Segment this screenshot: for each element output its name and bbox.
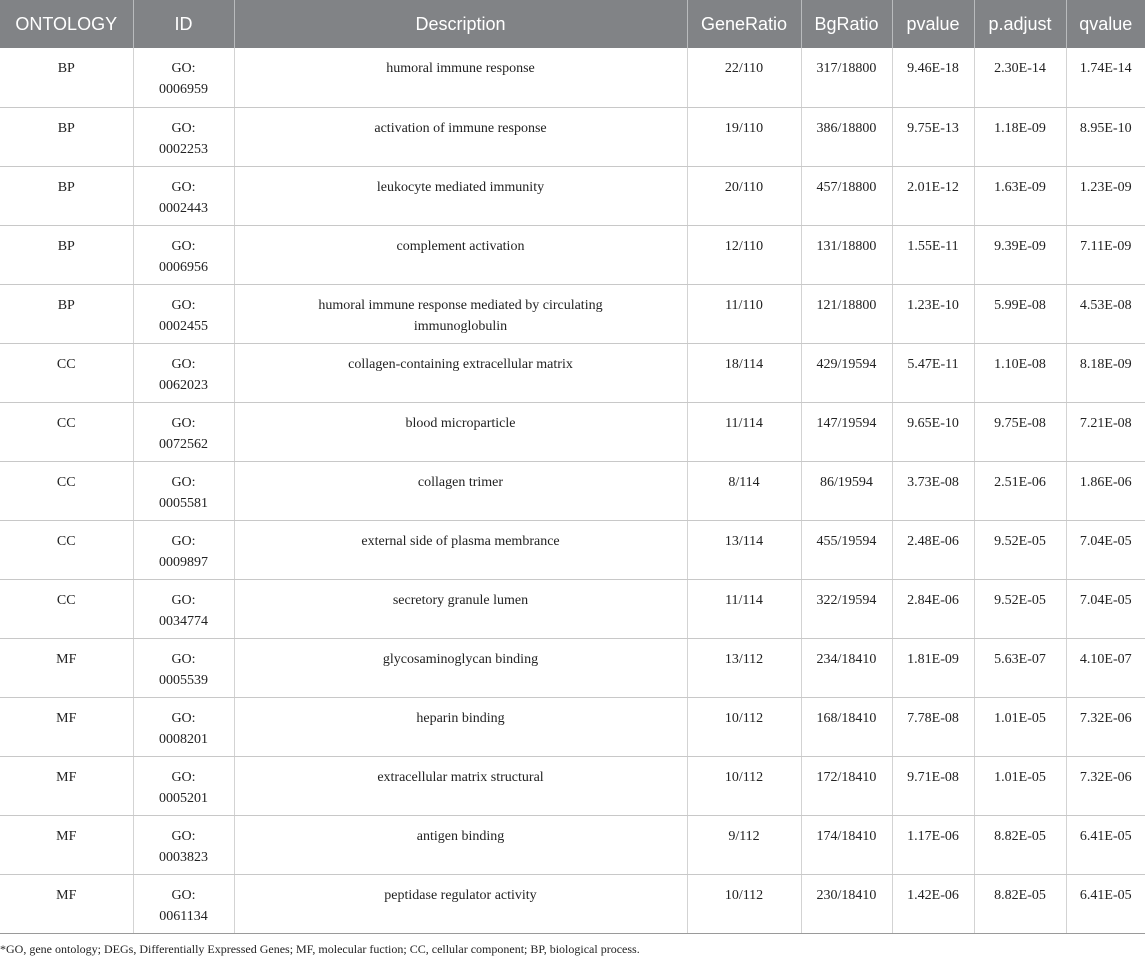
cell-ontology: BP	[0, 284, 133, 343]
cell-go-id: GO: 0003823	[133, 815, 234, 874]
cell-qvalue: 1.23E-09	[1066, 166, 1145, 225]
cell-bg-ratio: 172/18410	[801, 756, 892, 815]
cell-bg-ratio: 168/18410	[801, 697, 892, 756]
header-p-adjust: p.adjust	[974, 0, 1066, 48]
cell-gene-ratio: 12/110	[687, 225, 801, 284]
cell-p-adjust: 9.52E-05	[974, 579, 1066, 638]
cell-go-id: GO: 0006959	[133, 48, 234, 107]
cell-go-id: GO: 0005581	[133, 461, 234, 520]
cell-ontology: CC	[0, 461, 133, 520]
cell-qvalue: 6.41E-05	[1066, 815, 1145, 874]
table-row	[0, 343, 1145, 402]
cell-ontology: MF	[0, 874, 133, 933]
cell-go-id: GO: 0005539	[133, 638, 234, 697]
cell-ontology: CC	[0, 402, 133, 461]
cell-ontology: MF	[0, 756, 133, 815]
cell-bg-ratio: 230/18410	[801, 874, 892, 933]
header-qvalue: qvalue	[1066, 0, 1145, 48]
cell-gene-ratio: 20/110	[687, 166, 801, 225]
cell-p-adjust: 9.52E-05	[974, 520, 1066, 579]
cell-go-id: GO: 0062023	[133, 343, 234, 402]
cell-p-adjust: 9.39E-09	[974, 225, 1066, 284]
cell-pvalue: 3.73E-08	[892, 461, 974, 520]
cell-ontology: BP	[0, 107, 133, 166]
cell-gene-ratio: 10/112	[687, 756, 801, 815]
cell-ontology: CC	[0, 343, 133, 402]
cell-qvalue: 7.04E-05	[1066, 579, 1145, 638]
cell-pvalue: 9.65E-10	[892, 402, 974, 461]
cell-description: humoral immune response mediated by circulating immunoglobulin	[234, 284, 687, 343]
table-row	[0, 579, 1145, 638]
cell-bg-ratio: 455/19594	[801, 520, 892, 579]
cell-p-adjust: 1.18E-09	[974, 107, 1066, 166]
cell-gene-ratio: 8/114	[687, 461, 801, 520]
header-pvalue: pvalue	[892, 0, 974, 48]
cell-bg-ratio: 86/19594	[801, 461, 892, 520]
cell-go-id: GO: 0034774	[133, 579, 234, 638]
cell-pvalue: 7.78E-08	[892, 697, 974, 756]
cell-description: secretory granule lumen	[234, 579, 687, 638]
cell-description: heparin binding	[234, 697, 687, 756]
cell-description: leukocyte mediated immunity	[234, 166, 687, 225]
table-row	[0, 166, 1145, 225]
table-row	[0, 107, 1145, 166]
cell-bg-ratio: 317/18800	[801, 48, 892, 107]
cell-gene-ratio: 9/112	[687, 815, 801, 874]
cell-ontology: MF	[0, 697, 133, 756]
cell-pvalue: 9.46E-18	[892, 48, 974, 107]
table-row	[0, 520, 1145, 579]
cell-gene-ratio: 22/110	[687, 48, 801, 107]
cell-qvalue: 1.86E-06	[1066, 461, 1145, 520]
cell-gene-ratio: 13/112	[687, 638, 801, 697]
cell-ontology: MF	[0, 638, 133, 697]
cell-pvalue: 1.17E-06	[892, 815, 974, 874]
cell-gene-ratio: 11/110	[687, 284, 801, 343]
cell-pvalue: 1.81E-09	[892, 638, 974, 697]
table-body	[0, 48, 1145, 933]
cell-qvalue: 7.32E-06	[1066, 697, 1145, 756]
cell-p-adjust: 1.01E-05	[974, 756, 1066, 815]
cell-bg-ratio: 174/18410	[801, 815, 892, 874]
cell-go-id: GO: 0002253	[133, 107, 234, 166]
cell-p-adjust: 8.82E-05	[974, 874, 1066, 933]
cell-ontology: CC	[0, 579, 133, 638]
table-row	[0, 48, 1145, 107]
cell-qvalue: 8.18E-09	[1066, 343, 1145, 402]
cell-description: humoral immune response	[234, 48, 687, 107]
cell-gene-ratio: 11/114	[687, 579, 801, 638]
cell-gene-ratio: 19/110	[687, 107, 801, 166]
table-header-row	[0, 0, 1145, 48]
cell-qvalue: 7.21E-08	[1066, 402, 1145, 461]
cell-description: complement activation	[234, 225, 687, 284]
cell-qvalue: 7.32E-06	[1066, 756, 1145, 815]
table-row	[0, 225, 1145, 284]
cell-qvalue: 8.95E-10	[1066, 107, 1145, 166]
header-bg-ratio: BgRatio	[801, 0, 892, 48]
cell-go-id: GO: 0072562	[133, 402, 234, 461]
cell-go-id: GO: 0008201	[133, 697, 234, 756]
cell-gene-ratio: 10/112	[687, 874, 801, 933]
cell-go-id: GO: 0006956	[133, 225, 234, 284]
table-footnote: *GO, gene ontology; DEGs, Differentially Expressed Genes; MF, molecular fuction; CC, cellular component; BP, biological process.	[0, 942, 640, 956]
cell-go-id: GO: 0002443	[133, 166, 234, 225]
table-row	[0, 461, 1145, 520]
cell-pvalue: 5.47E-11	[892, 343, 974, 402]
cell-qvalue: 6.41E-05	[1066, 874, 1145, 933]
cell-bg-ratio: 429/19594	[801, 343, 892, 402]
cell-description: peptidase regulator activity	[234, 874, 687, 933]
cell-p-adjust: 5.63E-07	[974, 638, 1066, 697]
cell-description: antigen binding	[234, 815, 687, 874]
cell-bg-ratio: 131/18800	[801, 225, 892, 284]
cell-p-adjust: 1.63E-09	[974, 166, 1066, 225]
table-row	[0, 638, 1145, 697]
cell-p-adjust: 1.10E-08	[974, 343, 1066, 402]
cell-qvalue: 1.74E-14	[1066, 48, 1145, 107]
cell-bg-ratio: 386/18800	[801, 107, 892, 166]
cell-description: activation of immune response	[234, 107, 687, 166]
cell-go-id: GO: 0009897	[133, 520, 234, 579]
cell-p-adjust: 8.82E-05	[974, 815, 1066, 874]
table-row	[0, 815, 1145, 874]
header-id: ID	[133, 0, 234, 48]
cell-bg-ratio: 322/19594	[801, 579, 892, 638]
cell-p-adjust: 9.75E-08	[974, 402, 1066, 461]
cell-pvalue: 2.01E-12	[892, 166, 974, 225]
cell-description: glycosaminoglycan binding	[234, 638, 687, 697]
header-gene-ratio: GeneRatio	[687, 0, 801, 48]
cell-qvalue: 4.53E-08	[1066, 284, 1145, 343]
cell-gene-ratio: 13/114	[687, 520, 801, 579]
cell-pvalue: 1.55E-11	[892, 225, 974, 284]
cell-ontology: MF	[0, 815, 133, 874]
table-row	[0, 756, 1145, 815]
cell-p-adjust: 5.99E-08	[974, 284, 1066, 343]
table-row	[0, 697, 1145, 756]
cell-pvalue: 1.42E-06	[892, 874, 974, 933]
header-description: Description	[234, 0, 687, 48]
cell-qvalue: 7.11E-09	[1066, 225, 1145, 284]
cell-pvalue: 9.71E-08	[892, 756, 974, 815]
table-row	[0, 284, 1145, 343]
cell-go-id: GO: 0005201	[133, 756, 234, 815]
cell-p-adjust: 1.01E-05	[974, 697, 1066, 756]
cell-gene-ratio: 18/114	[687, 343, 801, 402]
cell-pvalue: 9.75E-13	[892, 107, 974, 166]
cell-qvalue: 4.10E-07	[1066, 638, 1145, 697]
cell-p-adjust: 2.30E-14	[974, 48, 1066, 107]
cell-description: collagen trimer	[234, 461, 687, 520]
table-row	[0, 874, 1145, 933]
cell-pvalue: 2.84E-06	[892, 579, 974, 638]
cell-description: extracellular matrix structural	[234, 756, 687, 815]
cell-qvalue: 7.04E-05	[1066, 520, 1145, 579]
cell-description: blood microparticle	[234, 402, 687, 461]
cell-pvalue: 2.48E-06	[892, 520, 974, 579]
cell-go-id: GO: 0061134	[133, 874, 234, 933]
cell-bg-ratio: 457/18800	[801, 166, 892, 225]
cell-go-id: GO: 0002455	[133, 284, 234, 343]
cell-description: external side of plasma membrance	[234, 520, 687, 579]
cell-gene-ratio: 10/112	[687, 697, 801, 756]
cell-bg-ratio: 121/18800	[801, 284, 892, 343]
cell-bg-ratio: 234/18410	[801, 638, 892, 697]
cell-gene-ratio: 11/114	[687, 402, 801, 461]
cell-ontology: BP	[0, 48, 133, 107]
table-row	[0, 402, 1145, 461]
cell-ontology: BP	[0, 225, 133, 284]
cell-description: collagen-containing extracellular matrix	[234, 343, 687, 402]
cell-ontology: CC	[0, 520, 133, 579]
cell-ontology: BP	[0, 166, 133, 225]
header-ontology: ONTOLOGY	[0, 0, 133, 48]
cell-pvalue: 1.23E-10	[892, 284, 974, 343]
cell-p-adjust: 2.51E-06	[974, 461, 1066, 520]
cell-bg-ratio: 147/19594	[801, 402, 892, 461]
